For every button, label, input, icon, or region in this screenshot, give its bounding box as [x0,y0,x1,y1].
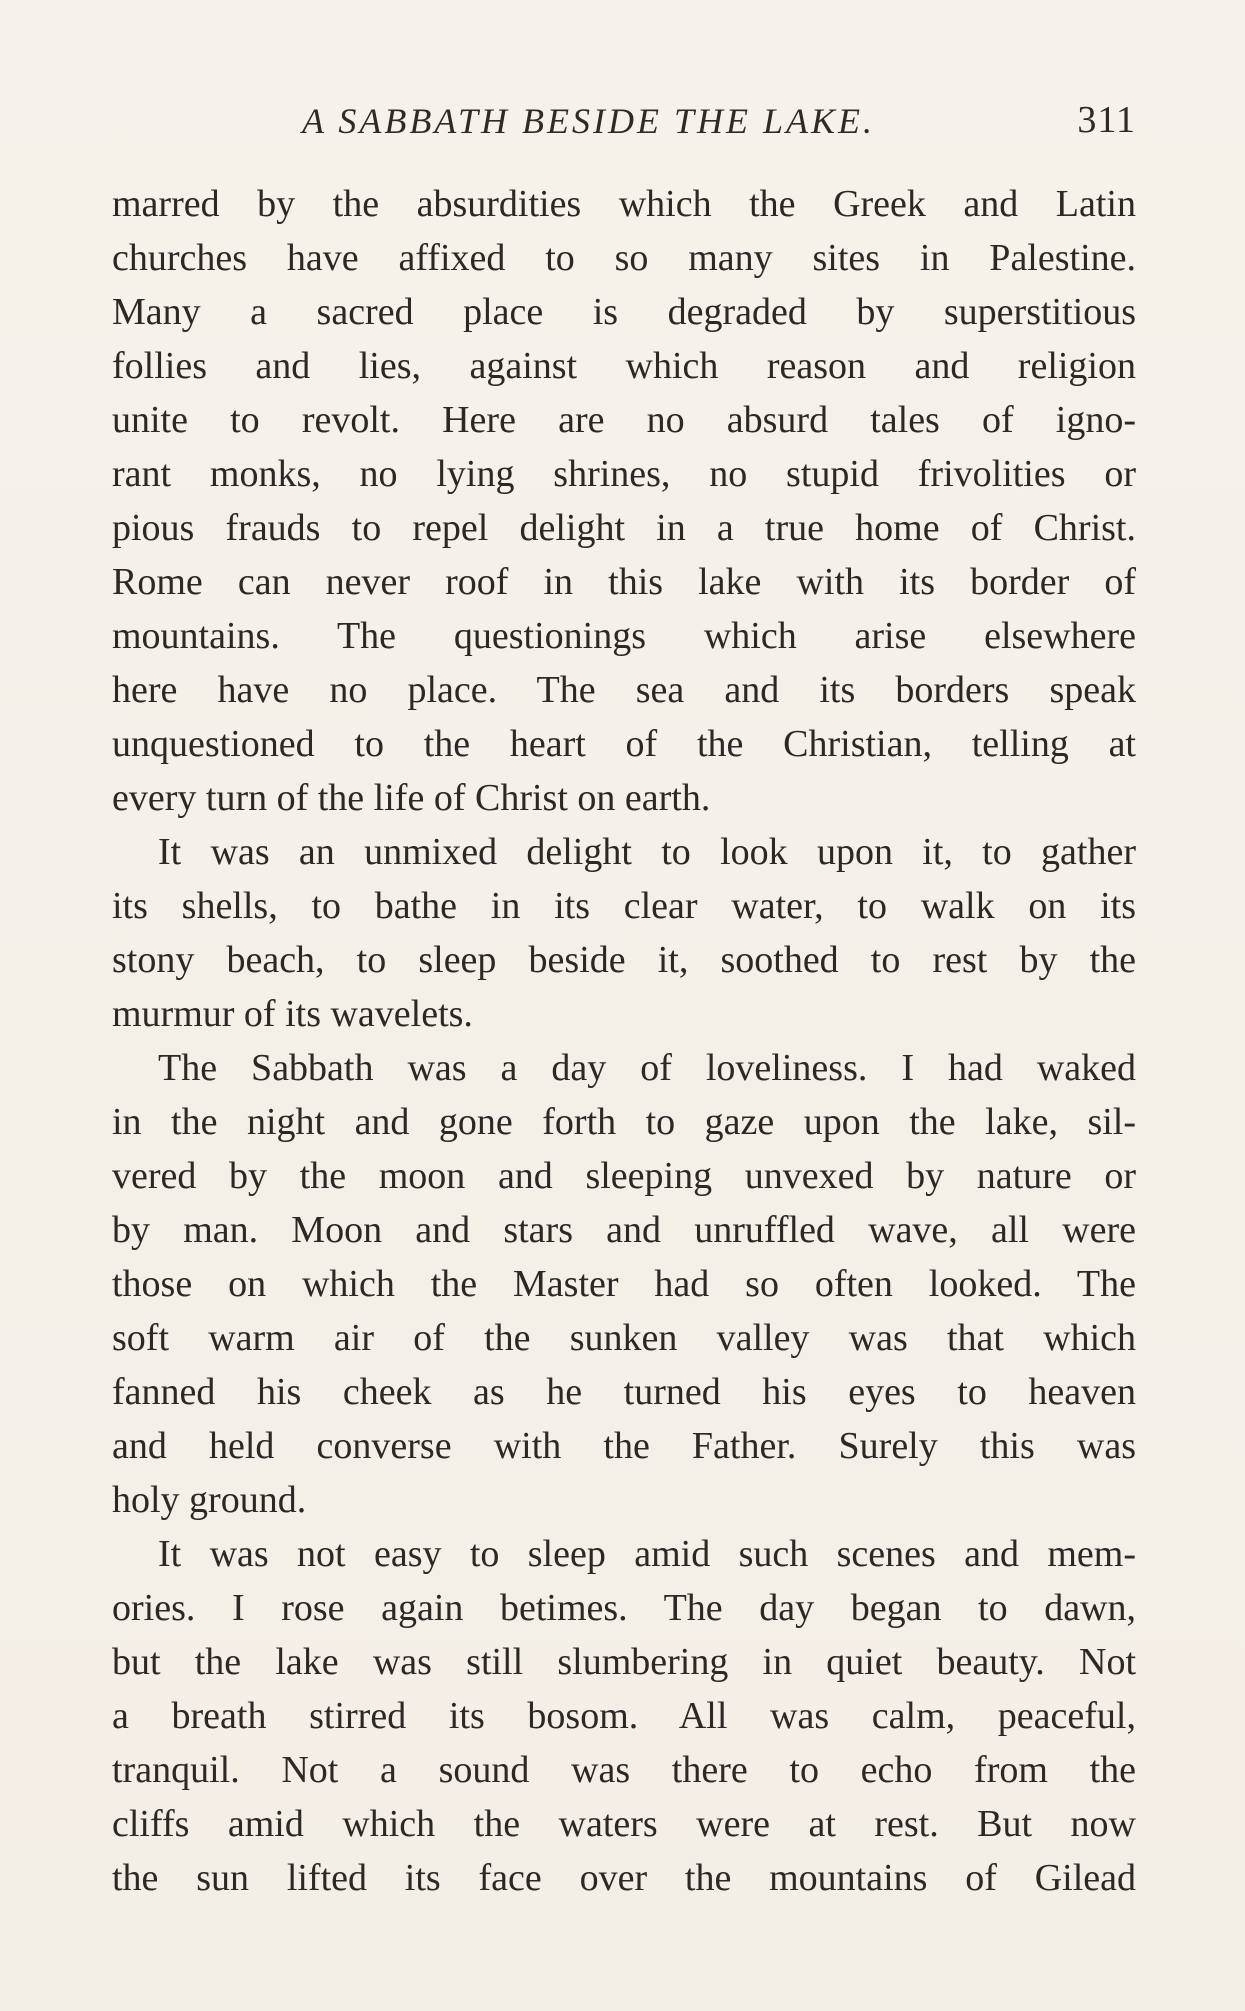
text-line: a breath stirred its bosom. All was calm, peaceful, [112,1695,1136,1737]
text-line: It was an unmixed delight to look upon it, to gather [158,831,1136,873]
text-line: in the night and gone forth to gaze upon the lake, sil- [112,1101,1136,1143]
page-header [112,100,1136,160]
text-line: the sun lifted its face over the mountains of Gilead [112,1857,1136,1899]
text-line: holy ground. [112,1479,307,1521]
text-line: churches have affixed to so many sites in Palestine. [112,237,1136,279]
text-line: Rome can never roof in this lake with its border of [112,561,1136,603]
text-line: those on which the Master had so often looked. The [112,1263,1136,1305]
text-line: its shells, to bathe in its clear water, to walk on its [112,885,1136,927]
running-head: A SABBATH BESIDE THE LAKE. [302,101,875,141]
text-line: The Sabbath was a day of loveliness. I had waked [158,1047,1136,1089]
text-line: and held converse with the Father. Surely this was [112,1425,1136,1467]
text-line: every turn of the life of Christ on earth. [112,777,711,819]
text-line: rant monks, no lying shrines, no stupid frivolities or [112,453,1136,495]
text-line: cliffs amid which the waters were at rest. But now [112,1803,1136,1845]
text-line: here have no place. The sea and its borders speak [112,669,1136,711]
text-line: vered by the moon and sleeping unvexed by nature or [112,1155,1136,1197]
text-line: soft warm air of the sunken valley was that which [112,1317,1136,1359]
text-line: It was not easy to sleep amid such scenes and mem- [158,1533,1136,1575]
text-line: pious frauds to repel delight in a true home of Christ. [112,507,1136,549]
text-line: murmur of its wavelets. [112,993,473,1035]
text-line: stony beach, to sleep beside it, soothed to rest by the [112,939,1136,981]
text-line: Many a sacred place is degraded by superstitious [112,291,1136,333]
text-line: marred by the absurdities which the Greek and Latin [112,183,1136,225]
text-line: unite to revolt. Here are no absurd tales of igno- [112,399,1136,441]
page-number: 311 [1077,99,1136,141]
text-line: by man. Moon and stars and unruffled wave, all were [112,1209,1136,1251]
text-line: but the lake was still slumbering in quiet beauty. Not [112,1641,1136,1683]
text-line: unquestioned to the heart of the Christian, telling at [112,723,1136,765]
text-line: fanned his cheek as he turned his eyes to heaven [112,1371,1136,1413]
text-line: ories. I rose again betimes. The day began to dawn, [112,1587,1136,1629]
text-line: tranquil. Not a sound was there to echo from the [112,1749,1136,1791]
text-line: follies and lies, against which reason and religion [112,345,1136,387]
body-text [112,177,1136,1905]
text-line: mountains. The questionings which arise elsewhere [112,615,1136,657]
